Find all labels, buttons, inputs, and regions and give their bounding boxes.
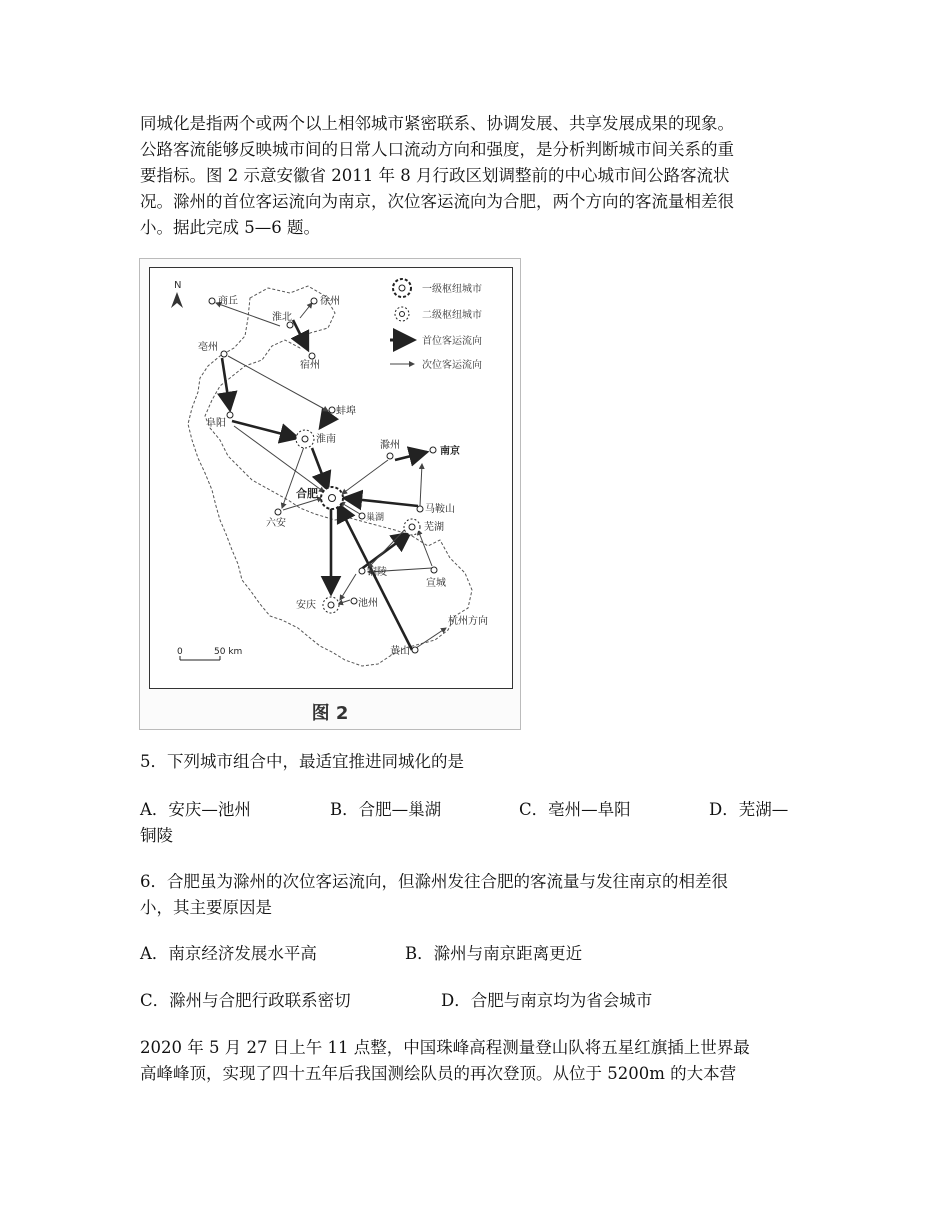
intro-line: 小。据此完成 5—6 题。 [140, 218, 320, 237]
label-tongling: 铜陵 [367, 567, 387, 578]
label-huainan: 淮南 [316, 434, 336, 445]
map-frame [149, 267, 513, 689]
q5-option-d-continued: 铜陵 [140, 826, 173, 845]
label-huangshan: 黄山 [390, 646, 410, 657]
flow-maanshan-hefei [344, 498, 418, 506]
q5-option-c: C．亳州—阜阳 [519, 800, 631, 819]
flow-maanshan-nanjing [420, 464, 422, 506]
flow-bozhou-fuyang [222, 358, 230, 410]
scale-zero: 0 [177, 647, 183, 657]
label-bozhou: 亳州 [198, 342, 218, 353]
flow-xuancheng-wuhu [418, 530, 432, 566]
tail-line: 高峰峰顶，实现了四十五年后我国测绘队员的再次登顶。从位于 5200m 的大本营 [140, 1064, 737, 1083]
north-label: N [174, 280, 182, 291]
q5-option-a: A．安庆—池州 [140, 800, 251, 819]
flow-huangshan-hangzhou [416, 628, 446, 648]
label-xuzhou: 徐州 [320, 296, 340, 307]
label-huaibei: 淮北 [272, 312, 292, 323]
figure-caption: 图 2 [311, 703, 349, 724]
label-hefei: 合肥 [296, 487, 318, 500]
label-chuzhou: 滁州 [380, 440, 400, 451]
map-legend [390, 279, 482, 371]
q6-option-a: A．南京经济发展水平高 [140, 944, 317, 963]
label-nanjing: 南京 [440, 446, 460, 457]
q6-stem-line-1: 6．合肥虽为滁州的次位客运流向，但滁州发往合肥的客流量与发往南京的相差很 [140, 872, 728, 891]
label-bengbu: 蚌埠 [336, 406, 356, 417]
intro-line: 公路客流能够反映城市间的日常人口流动方向和强度，是分析判断城市间关系的重 [140, 140, 734, 159]
label-fuyang: 阜阳 [206, 418, 226, 429]
intro-line: 况。滁州的首位客运流向为南京，次位客运流向为合肥，两个方向的客流量相差很 [140, 192, 734, 211]
legend-secondary-label: 次位客运流向 [422, 360, 482, 371]
level1-hub-icon [393, 279, 411, 297]
q6-option-c: C．滁州与合肥行政联系密切 [140, 991, 351, 1010]
flow-bengbu-huainan [320, 414, 330, 428]
intro-line: 要指标。图 2 示意安徽省 2011 年 8 月行政区划调整前的中心城市间公路客流状 [140, 166, 730, 185]
flow-tongling-chizhou [340, 574, 356, 600]
intro-line: 同城化是指两个或两个以上相邻城市紧密联系、协调发展、共享发展成果的现象。 [140, 114, 734, 133]
legend-primary-label: 首位客运流向 [422, 336, 482, 347]
north-arrow-icon [171, 292, 183, 308]
intro-paragraph [140, 111, 812, 241]
q5-option-b: B．合肥—巢湖 [330, 800, 442, 819]
label-wuhu: 芜湖 [424, 522, 444, 533]
level2-hub-icon [395, 307, 409, 321]
label-suzhou: 宿州 [300, 360, 320, 371]
label-xuancheng: 宣城 [426, 578, 446, 589]
anhui-passenger-flow-map [150, 268, 512, 688]
scale-bar [177, 647, 242, 660]
tail-line: 2020 年 5 月 27 日上午 11 点整，中国珠峰高程测量登山队将五星红旗插上世界最 [140, 1038, 750, 1057]
q5-stem: 5．下列城市组合中，最适宜推进同城化的是 [140, 752, 464, 771]
label-liuan: 六安 [266, 518, 286, 529]
label-chaohu: 巢湖 [366, 513, 385, 523]
label-shangqiu: 商丘 [218, 296, 238, 307]
flow-huaibei-xuzhou [300, 303, 312, 318]
q5-option-d: D．芜湖— [709, 800, 789, 819]
label-hangzhou-dir: 杭州方向 [448, 616, 488, 627]
figure-2 [139, 258, 521, 730]
label-chizhou: 池州 [358, 598, 378, 609]
legend-level1-label: 一级枢纽城市 [422, 284, 482, 295]
tail-paragraph [140, 1035, 812, 1087]
legend-level2-label: 二级枢纽城市 [422, 310, 482, 321]
secondary-flows [216, 303, 446, 648]
flow-chuzhou-hefei [342, 460, 388, 494]
scale-distance: 50 km [214, 647, 243, 657]
q6-stem-line-2: 小，其主要原因是 [140, 898, 272, 917]
flow-huainan-hefei [312, 448, 328, 490]
q6-option-b: B．滁州与南京距离更近 [405, 944, 583, 963]
label-anqing: 安庆 [296, 600, 316, 611]
flow-fuyang-huainan [232, 421, 298, 438]
q6-option-d: D．合肥与南京均为省会城市 [441, 991, 653, 1010]
flow-chuzhou-nanjing [395, 452, 427, 460]
label-maanshan: 马鞍山 [425, 504, 455, 515]
flow-chizhou-anqing [338, 600, 350, 604]
